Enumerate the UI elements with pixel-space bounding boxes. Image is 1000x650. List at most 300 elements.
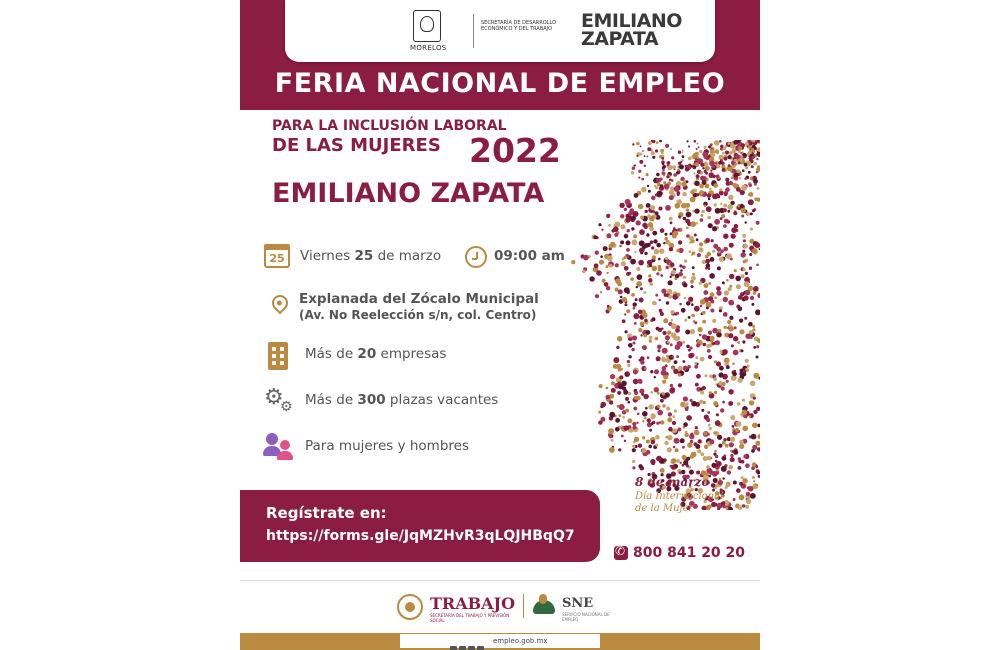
face-dot xyxy=(738,295,743,300)
face-dot xyxy=(735,276,741,282)
face-dot xyxy=(666,407,670,411)
face-dot xyxy=(699,190,704,195)
face-dot xyxy=(670,276,672,278)
face-dot xyxy=(650,413,656,419)
face-dot xyxy=(634,396,638,400)
face-dot xyxy=(729,316,733,320)
face-dot xyxy=(666,355,669,358)
face-dot xyxy=(707,456,712,461)
face-dot xyxy=(695,162,699,166)
face-dot xyxy=(649,429,652,432)
face-dot xyxy=(710,150,713,153)
face-dot xyxy=(711,463,716,468)
face-dot xyxy=(644,417,647,420)
face-dot xyxy=(728,333,733,338)
face-dot xyxy=(710,471,714,475)
face-dot xyxy=(602,279,606,283)
face-dot xyxy=(613,357,619,363)
face-dot xyxy=(663,181,666,184)
face-dot xyxy=(686,227,689,230)
face-dot xyxy=(683,283,688,288)
face-dot xyxy=(736,488,741,493)
sne-logo: SNE xyxy=(562,596,594,611)
face-dot xyxy=(651,440,655,444)
face-dot xyxy=(654,376,656,378)
face-dot xyxy=(745,359,749,363)
face-dot xyxy=(660,274,663,277)
face-dot xyxy=(624,287,630,293)
face-dot xyxy=(618,384,624,390)
face-dot xyxy=(749,400,754,405)
face-dot xyxy=(753,480,755,482)
face-dot xyxy=(707,193,711,197)
face-dot xyxy=(632,240,638,246)
face-dot xyxy=(691,452,697,458)
face-dot xyxy=(702,311,706,315)
face-dot xyxy=(723,438,726,441)
face-dot xyxy=(667,435,672,440)
face-dot xyxy=(728,195,733,200)
face-dot xyxy=(704,205,707,208)
face-dot xyxy=(639,359,642,362)
face-dot xyxy=(671,179,674,182)
face-dot xyxy=(687,365,691,369)
face-dot xyxy=(743,295,748,300)
face-dot xyxy=(628,401,631,404)
face-dot xyxy=(600,417,605,422)
face-dot xyxy=(744,177,747,180)
face-dot xyxy=(700,391,704,395)
face-dot xyxy=(721,466,727,472)
face-dot xyxy=(651,422,654,425)
face-dot xyxy=(682,192,686,196)
face-dot xyxy=(742,169,745,172)
face-dot xyxy=(733,336,738,341)
emiliano-zapata-logo xyxy=(581,12,682,48)
face-dot xyxy=(739,172,742,175)
face-dot xyxy=(643,394,648,399)
face-dot xyxy=(738,161,741,164)
face-dot xyxy=(672,428,677,433)
twitter-icon[interactable] xyxy=(459,646,466,650)
face-dot xyxy=(738,466,742,470)
face-dot xyxy=(642,345,647,350)
face-dot xyxy=(677,228,680,231)
face-dot xyxy=(645,173,648,176)
face-dot xyxy=(742,410,747,415)
face-dot xyxy=(710,257,715,262)
face-dot xyxy=(682,149,684,151)
face-dot xyxy=(683,396,688,401)
face-dot xyxy=(599,260,604,265)
face-dot xyxy=(723,454,726,457)
face-dot xyxy=(755,465,758,468)
face-dot xyxy=(680,462,682,464)
face-dot xyxy=(727,204,733,210)
face-dot xyxy=(604,282,609,287)
face-dot xyxy=(757,424,760,428)
face-dot xyxy=(665,392,670,397)
face-dot xyxy=(667,161,671,165)
face-dot xyxy=(695,426,698,429)
face-dot xyxy=(606,272,608,274)
footer-logo-divider xyxy=(523,594,524,618)
face-dot xyxy=(719,188,722,191)
face-dot xyxy=(625,330,628,333)
face-dot xyxy=(722,152,725,155)
face-dot xyxy=(753,162,756,165)
face-dot xyxy=(703,343,707,347)
face-dot xyxy=(646,330,651,335)
face-dot xyxy=(638,328,642,332)
face-dot xyxy=(672,421,676,425)
face-dot xyxy=(633,211,639,217)
face-dot xyxy=(646,203,651,208)
face-dot xyxy=(683,360,686,363)
face-dot xyxy=(639,153,642,156)
face-dot xyxy=(675,336,680,341)
face-dot xyxy=(725,151,729,155)
face-dot xyxy=(649,227,654,232)
face-dot xyxy=(738,378,743,383)
face-dot xyxy=(619,404,625,410)
face-dot xyxy=(642,420,644,422)
face-dot xyxy=(728,145,730,147)
face-dot xyxy=(740,204,744,208)
face-dot xyxy=(694,234,697,237)
phone-number[interactable]: 800 841 20 20 xyxy=(633,545,746,561)
face-dot xyxy=(609,400,613,404)
face-dot xyxy=(652,317,656,321)
face-dot xyxy=(708,198,711,201)
face-dot xyxy=(671,270,676,275)
face-dot xyxy=(715,340,720,345)
face-dot xyxy=(726,279,729,282)
face-dot xyxy=(730,454,733,457)
face-dot xyxy=(749,415,751,417)
face-dot xyxy=(638,177,640,179)
event-year: 2022 xyxy=(469,131,561,170)
face-dot xyxy=(644,155,646,157)
face-dot xyxy=(701,452,705,456)
face-dot xyxy=(633,342,636,345)
person-head-2 xyxy=(280,440,290,450)
face-dot xyxy=(755,484,758,487)
face-dot xyxy=(657,405,660,408)
face-dot xyxy=(627,364,630,367)
face-dot xyxy=(617,336,623,342)
face-dot xyxy=(601,402,607,408)
face-dot xyxy=(624,266,629,271)
face-dot xyxy=(624,303,627,306)
face-dot xyxy=(624,256,627,259)
face-dot xyxy=(625,397,629,401)
face-dot xyxy=(708,355,712,359)
face-dot xyxy=(746,499,751,504)
face-dot xyxy=(601,229,603,231)
face-dot xyxy=(678,383,682,387)
face-dot xyxy=(732,169,737,174)
face-dot xyxy=(757,434,760,439)
face-dot xyxy=(685,433,689,437)
face-dot xyxy=(647,156,649,158)
face-dot xyxy=(683,276,686,279)
face-dot xyxy=(680,269,683,272)
face-dot xyxy=(685,167,690,172)
face-dot xyxy=(701,214,704,217)
face-dot xyxy=(671,465,676,470)
face-dot xyxy=(672,367,675,370)
face-dot xyxy=(738,150,741,153)
face-dot xyxy=(723,234,728,239)
youtube-icon[interactable] xyxy=(477,646,484,650)
face-dot xyxy=(725,507,728,510)
subtitle-line-1: PARA LA INCLUSIÓN LABORAL xyxy=(272,118,507,134)
face-dot xyxy=(714,360,717,363)
face-dot xyxy=(660,228,665,233)
face-dot xyxy=(688,297,693,302)
face-dot xyxy=(636,422,638,424)
face-dot xyxy=(743,370,746,373)
face-dot xyxy=(725,178,729,182)
face-dot xyxy=(618,368,621,371)
date-day: 25 xyxy=(354,248,374,264)
face-dot xyxy=(685,219,690,224)
face-dot xyxy=(649,340,652,343)
face-dot xyxy=(620,296,623,299)
face-dot xyxy=(722,401,725,404)
face-dot xyxy=(756,264,759,267)
face-dot xyxy=(622,319,626,323)
face-dot xyxy=(694,365,698,369)
face-dot xyxy=(720,249,724,253)
face-dot xyxy=(666,301,669,304)
face-dot xyxy=(751,303,754,306)
face-dot xyxy=(639,248,645,254)
face-dot xyxy=(671,319,674,322)
face-dot xyxy=(740,369,744,373)
face-dot xyxy=(712,226,717,231)
face-dot xyxy=(700,305,702,307)
face-dot xyxy=(737,402,741,406)
face-dot xyxy=(675,448,679,452)
face-dot xyxy=(682,151,684,153)
face-dot xyxy=(716,286,721,291)
face-dot xyxy=(637,413,640,416)
face-dot xyxy=(738,505,743,510)
face-dot xyxy=(632,422,636,426)
face-dot xyxy=(696,238,699,241)
face-dot xyxy=(690,221,696,227)
subtitle-line-2: DE LAS MUJERES xyxy=(272,135,441,156)
face-dot xyxy=(690,197,696,203)
face-dot xyxy=(648,190,651,193)
face-dot xyxy=(655,444,658,447)
face-dot xyxy=(623,390,628,395)
face-dot xyxy=(641,187,647,193)
job-fair-poster xyxy=(240,0,760,650)
website-link[interactable]: empleo.gob.mx xyxy=(493,637,548,645)
face-dot xyxy=(716,332,722,338)
face-dot xyxy=(688,156,692,160)
face-dot xyxy=(678,215,681,218)
face-dot xyxy=(631,348,634,351)
date-suffix: de marzo xyxy=(373,248,442,264)
face-dot xyxy=(625,199,631,205)
event-city: EMILIANO ZAPATA xyxy=(272,178,545,209)
face-dot xyxy=(709,273,715,279)
face-dot xyxy=(673,173,677,177)
face-dot xyxy=(733,173,738,178)
face-dot xyxy=(728,287,732,291)
face-dot xyxy=(662,392,665,395)
face-dot xyxy=(649,282,653,286)
face-dot xyxy=(654,249,660,255)
face-dot xyxy=(752,145,756,149)
face-dot xyxy=(708,282,711,285)
face-dot xyxy=(636,155,638,157)
face-dot xyxy=(610,242,615,247)
face-dot xyxy=(642,150,644,152)
face-dot xyxy=(757,187,760,190)
face-dot xyxy=(695,356,698,359)
face-dot xyxy=(722,441,726,445)
face-dot xyxy=(614,233,618,237)
face-dot xyxy=(673,446,676,449)
mexico-seal-icon xyxy=(397,594,423,620)
footer-divider xyxy=(240,580,760,581)
face-dot xyxy=(642,436,645,439)
face-dot xyxy=(682,155,685,158)
face-dot xyxy=(670,221,673,224)
face-dot xyxy=(713,478,718,483)
face-dot xyxy=(702,334,707,339)
face-dot xyxy=(739,482,743,486)
face-dot xyxy=(595,294,599,298)
face-dot xyxy=(691,285,694,288)
face-dot xyxy=(718,251,721,254)
calendar-icon xyxy=(264,244,290,268)
vacancies-number: 300 xyxy=(357,392,386,408)
face-dot xyxy=(710,143,713,146)
registration-box xyxy=(240,490,600,562)
face-dot xyxy=(696,174,700,178)
face-dot xyxy=(694,362,697,365)
face-dot xyxy=(658,258,661,261)
face-dot xyxy=(755,309,760,315)
face-dot xyxy=(699,281,702,284)
face-dot xyxy=(656,141,659,144)
face-dot xyxy=(694,442,698,446)
face-dot xyxy=(704,432,708,436)
face-dot xyxy=(722,349,728,355)
face-dot xyxy=(609,412,615,418)
face-dot xyxy=(691,314,695,318)
face-dot xyxy=(720,145,723,148)
register-link[interactable]: https://forms.gle/JqMZHvR3qLQJHBqQ7 xyxy=(266,528,575,544)
face-dot xyxy=(751,165,754,168)
face-dot xyxy=(742,234,746,238)
face-dot xyxy=(648,445,652,449)
face-dot xyxy=(702,386,706,390)
face-dot xyxy=(695,158,697,160)
sne-subtitle: SERVICIO NACIONAL DE EMPLEO xyxy=(562,612,610,622)
face-dot xyxy=(718,329,722,333)
gears-icon: ⚙ xyxy=(264,385,284,410)
face-dot xyxy=(707,433,710,436)
face-dot xyxy=(738,457,742,461)
face-dot xyxy=(683,366,688,371)
face-dot xyxy=(724,145,727,148)
instagram-icon[interactable] xyxy=(468,646,475,650)
face-dot xyxy=(750,212,753,215)
sne-eagle-icon xyxy=(533,594,555,616)
face-dot xyxy=(651,196,656,201)
face-dot xyxy=(753,291,757,295)
face-dot xyxy=(662,163,665,166)
face-dot xyxy=(608,428,614,434)
face-dot xyxy=(756,345,759,348)
face-dot xyxy=(741,155,744,158)
face-dot xyxy=(736,169,740,173)
face-dot xyxy=(620,224,625,229)
event-date xyxy=(300,248,441,264)
face-dot xyxy=(709,427,712,430)
face-dot xyxy=(719,257,724,262)
face-dot xyxy=(745,505,749,509)
face-dot xyxy=(688,145,690,147)
face-dot xyxy=(752,445,757,450)
face-dot xyxy=(735,428,739,432)
face-dot xyxy=(662,357,665,360)
face-dot xyxy=(682,341,685,344)
face-dot xyxy=(615,278,621,284)
face-dot xyxy=(665,205,671,211)
face-dot xyxy=(632,445,635,448)
face-dot xyxy=(723,224,727,228)
face-dot xyxy=(754,242,760,248)
face-dot xyxy=(634,251,636,253)
face-dot xyxy=(708,223,713,228)
facebook-icon[interactable] xyxy=(450,646,457,650)
face-dot xyxy=(640,287,643,290)
face-dot xyxy=(698,247,703,252)
face-dot xyxy=(687,140,689,142)
companies-suffix: empresas xyxy=(376,346,447,362)
face-dot xyxy=(631,171,634,174)
face-dot xyxy=(741,185,747,191)
face-dot xyxy=(655,435,660,440)
face-dot xyxy=(698,439,702,443)
face-dot xyxy=(678,373,682,377)
face-dot xyxy=(732,450,735,453)
face-dot xyxy=(675,312,678,315)
face-dot xyxy=(694,140,697,143)
face-dot xyxy=(672,415,675,418)
face-dot xyxy=(657,345,662,350)
phone-icon xyxy=(614,546,628,560)
face-dot xyxy=(732,425,735,428)
face-dot xyxy=(757,447,760,451)
face-dot xyxy=(699,242,703,246)
face-dot xyxy=(696,148,698,150)
face-dot xyxy=(752,423,758,429)
face-dot xyxy=(718,372,723,377)
face-dot xyxy=(640,334,642,336)
face-dot xyxy=(745,272,748,275)
face-dot xyxy=(715,162,717,164)
face-dot xyxy=(643,291,646,294)
